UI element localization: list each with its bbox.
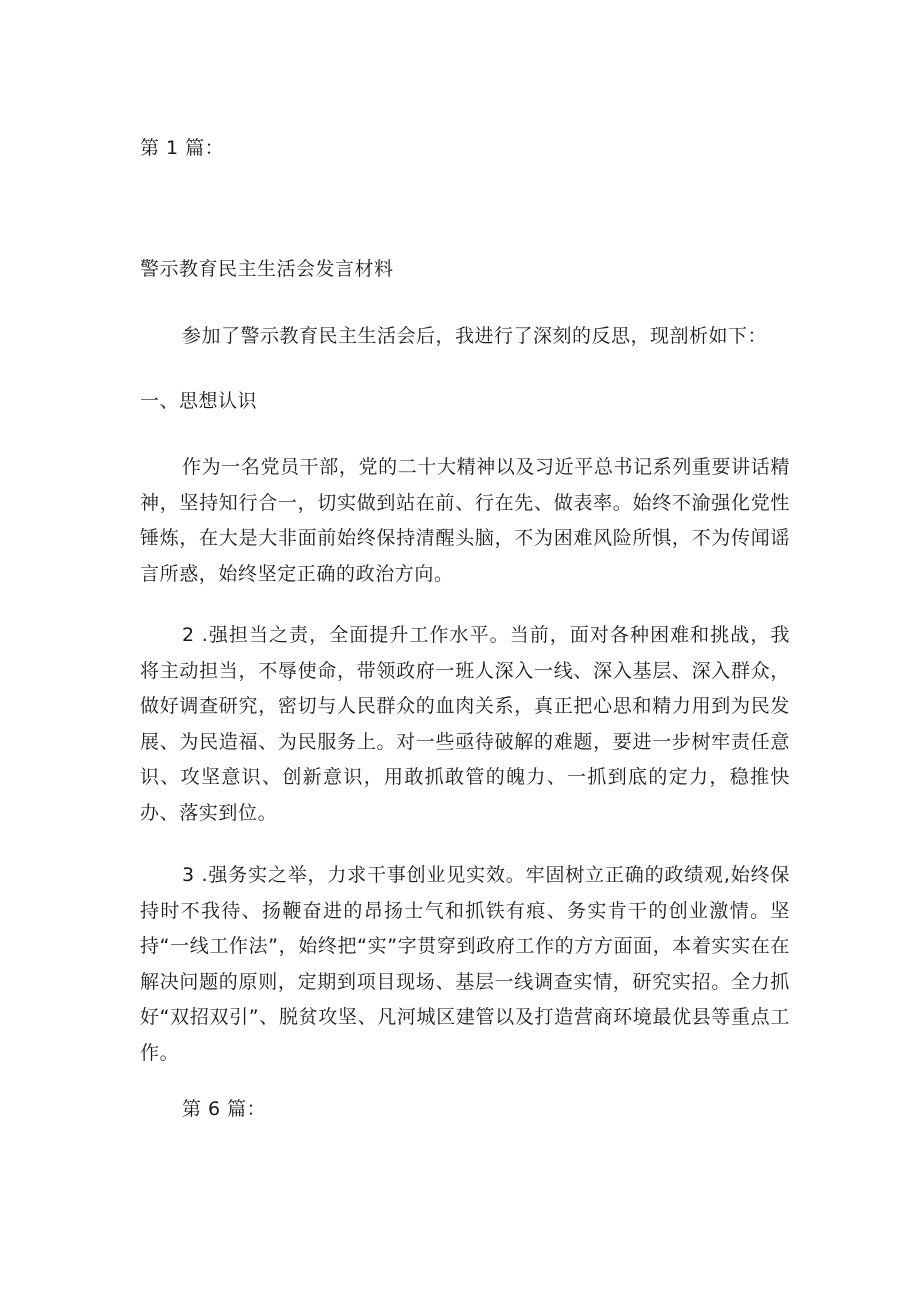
paragraph-responsibility: 2 .强担当之责，全面提升工作水平。当前，面对各种困难和挑战，我将主动担当，不辱使命，带领政府一班人深入一线、深入基层、深入群众，做好调查研究，密切与人民群众的血肉关系，真正把心思和精力用到为民发展、为民造福、为民服务上。对一些亟待破解的难题，要进一步树牢责任意识、攻坚意识、创新意识，用敢抓敢管的魄力、一抓到底的定力，稳推快办、落实到位。 (140, 624, 790, 824)
document-title: 警示教育民主生活会发言材料 (140, 258, 394, 280)
paragraph-thought: 作为一名党员干部，党的二十大精神以及习近平总书记系列重要讲话精神，坚持知行合一，切实做到站在前、行在先、做表率。始终不渝强化党性锤炼，在大是大非面前始终保持清醒头脑，不为困难风险所惧，不为传闻谣言所惑，始终坚定正确的政治方向。 (140, 456, 790, 585)
paragraph-practical: 3 .强务实之举，力求干事创业见实效。牢固树立正确的政绩观,始终保持时不我待、扬鞭奋进的昂扬士气和抓铁有痕、务实肯干的创业激情。坚持“一线工作法”，始终把“实”字贯穿到政府工作的方方面面，本着实实在在解决问题的原则，定期到项目现场、基层一线调查实情，研究实招。全力抓好“双招双引”、脱贫攻坚、凡河城区建管以及打造营商环境最优县等重点工作。 (140, 864, 790, 1064)
section-thought-heading: 一、思想认识 (140, 390, 258, 412)
section-heading-1: 第 1 篇： (140, 137, 225, 159)
intro-text: 参加了警示教育民主生活会后，我进行了深刻的反思，现剖析如下： (182, 325, 768, 347)
section-heading-6: 第 6 篇： (182, 1098, 267, 1120)
